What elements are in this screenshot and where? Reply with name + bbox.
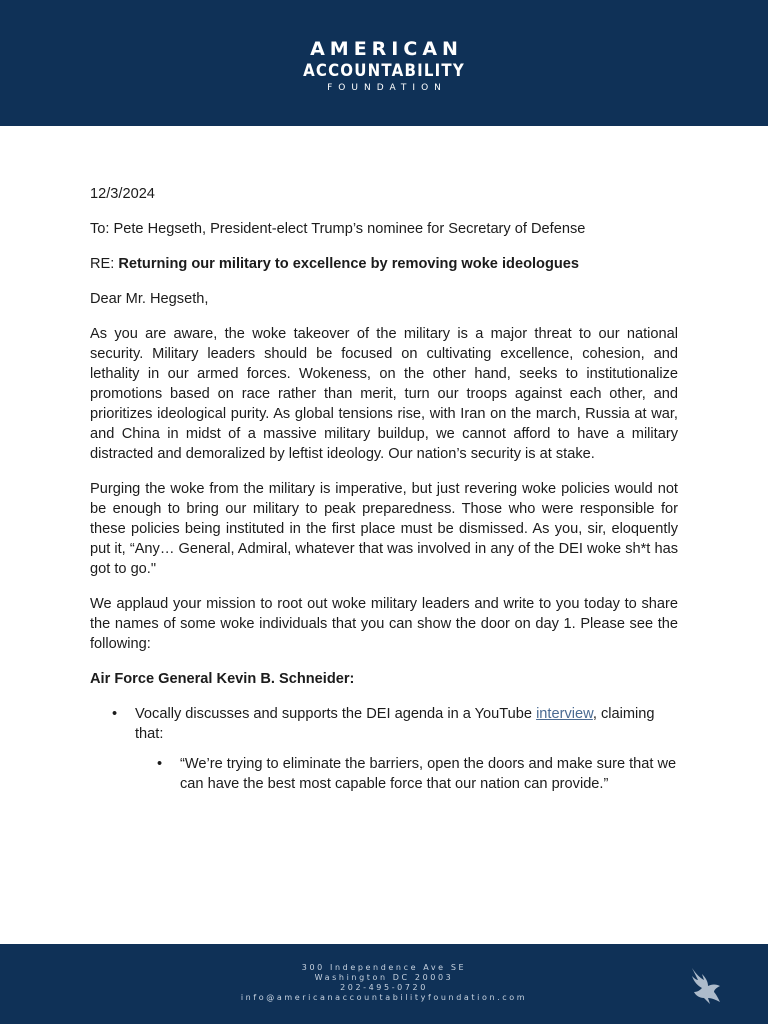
footer-address-line1: 300 Independence Ave SE [301, 963, 467, 972]
bullet-list [90, 704, 678, 794]
logo-line-accountability: ACCOUNTABILITY [303, 59, 465, 81]
letter-date: 12/3/2024 [90, 186, 155, 202]
section-heading: Air Force General Kevin B. Schneider: [90, 671, 355, 687]
paragraph-2: Purging the woke from the military is imperative, but just revering woke policies would not be enough to bring our military to peak preparedness. Those who were responsible for these policies being instituted in the first place must be dismissed. As you, sir, eloquently put it, “Any… General, Admiral, whatever that was involved in any of the DEI woke sh*t has got to go." [90, 481, 678, 577]
letter-salutation: Dear Mr. Hegseth, [90, 291, 209, 307]
subject-text: Returning our military to excellence by removing woke ideologues [118, 256, 580, 272]
footer-phone: 202-495-0720 [340, 983, 428, 992]
logo-line-foundation: FOUNDATION [327, 83, 447, 93]
organization-logo [0, 38, 768, 94]
letter-recipient: To: Pete Hegseth, President-elect Trump’s nominee for Secretary of Defense [90, 221, 586, 237]
footer-banner [0, 944, 768, 1024]
bullet-text-before-link: Vocally discusses and supports the DEI agenda in a YouTube [135, 706, 537, 722]
bullet-text-after-link: , claiming that: [135, 706, 655, 742]
paragraph-1: As you are aware, the woke takeover of the military is a major threat to our national security. Military leaders should be focused on cultivating excellence, cohesion, and lethality in our armed forces. Wokeness, on the other hand, seeks to institutionalize promotions based on race rather than merit, turn our troops against each other, and prioritizes ideological purity. As global tensions rise, with Iran on the march, Russia at war, and China in midst of a massive military buildup, we cannot afford to have a military distracted and demoralized by leftist ideology. Our nation’s security is at stake. [90, 326, 678, 462]
sub-list-item: • “We’re trying to eliminate the barriers, open the doors and make sure that we can have the best most capable force that our nation can provide.” [180, 754, 678, 794]
eagle-icon [686, 962, 726, 1006]
footer-contact [0, 963, 768, 1003]
sub-bullet-list [135, 754, 678, 794]
logo-line-american: AMERICAN [310, 38, 463, 60]
letterhead-banner [0, 0, 768, 126]
footer-email: info@americanaccountabilityfoundation.com [240, 993, 528, 1002]
letter-subject-line [90, 254, 678, 274]
interview-link[interactable]: interview [536, 706, 593, 722]
list-item [135, 704, 678, 794]
letter-body [90, 184, 678, 794]
paragraph-3: We applaud your mission to root out woke military leaders and write to you today to share the names of some woke individuals that you can show the door on day 1. Please see the following: [90, 596, 678, 652]
footer-address-line2: Washington DC 20003 [314, 973, 454, 982]
subject-prefix: RE: [90, 256, 119, 272]
